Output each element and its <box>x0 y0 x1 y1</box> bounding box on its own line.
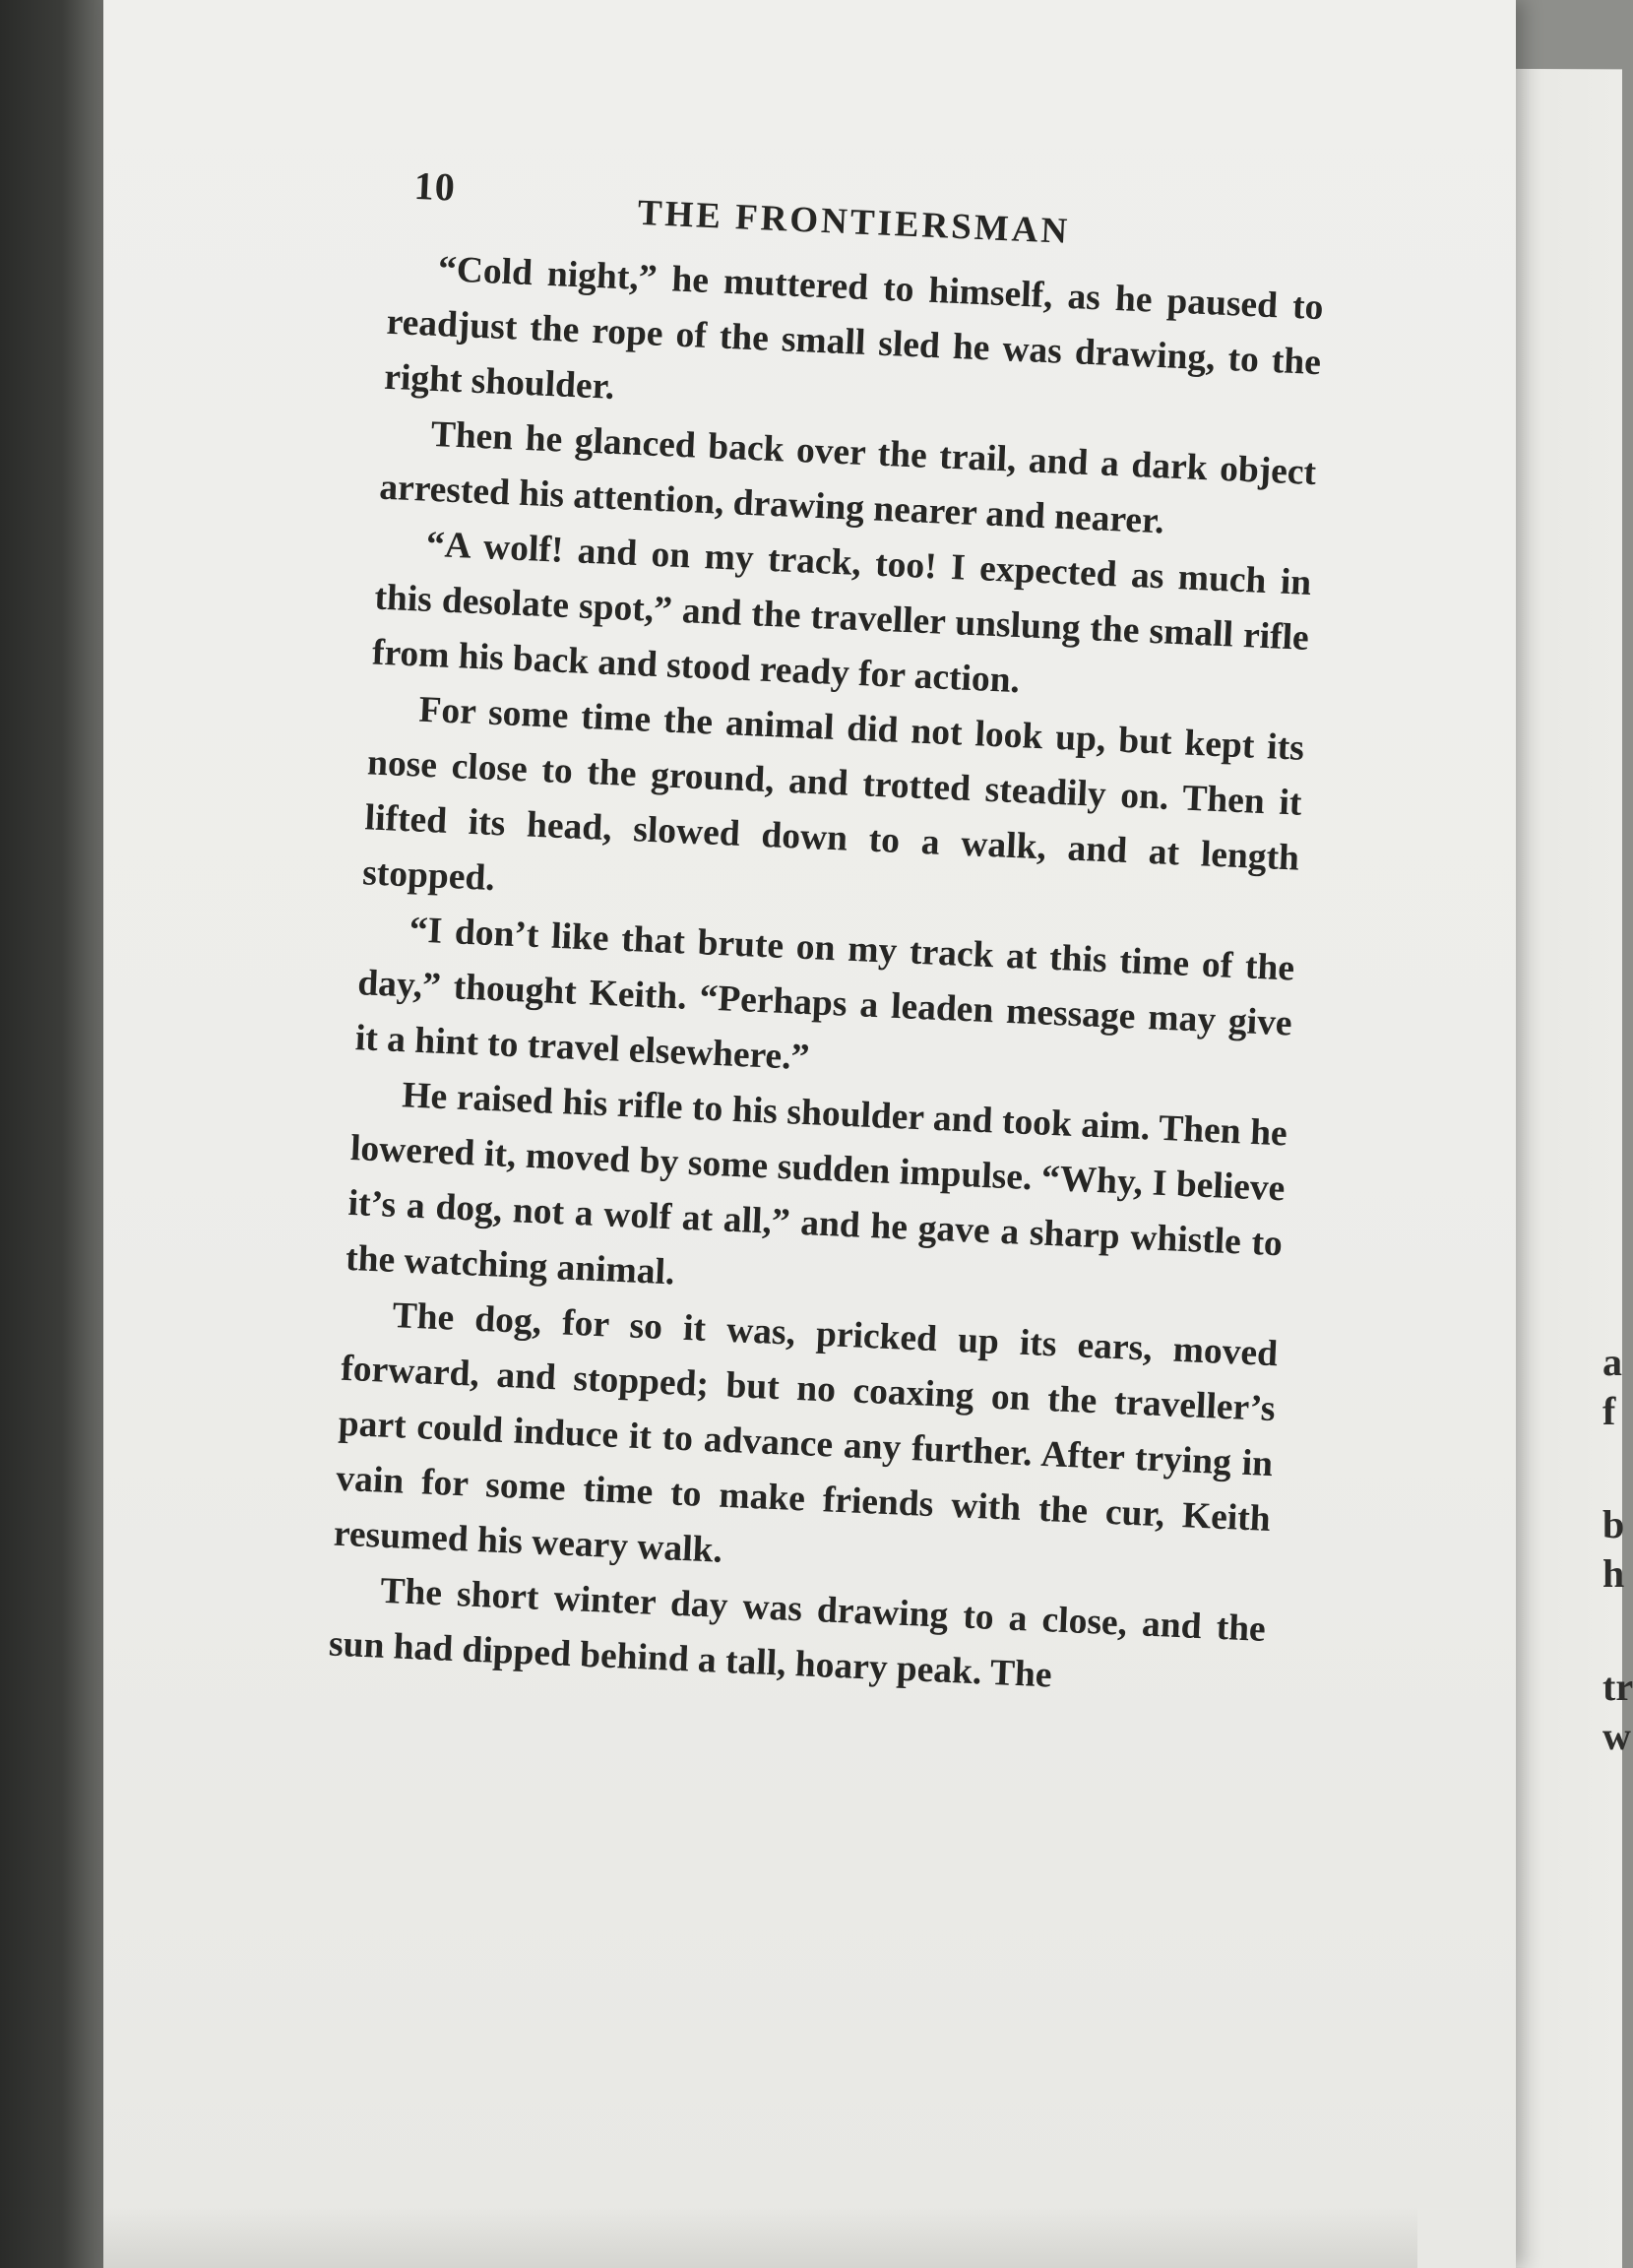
paragraph: The short winter day was drawing to a close, and the sun had dipped behind a tall, hoary peak. The <box>328 1570 1267 1696</box>
facing-page-fragment: tr <box>1602 1665 1633 1709</box>
facing-page-fragment: f <box>1602 1389 1616 1433</box>
facing-page-fragment: a <box>1602 1340 1622 1384</box>
facing-page-fragment: w <box>1602 1714 1631 1758</box>
paragraph: “A wolf! and on my track, too! I expected as much in this desolate spot,” and the traveller unslung the small rifle from his back and stood ready for action. <box>371 524 1313 702</box>
paragraph: For some time the animal did not look up, but kept its nose close to the ground, and trotted steadily on. Then it lifted its head, slowed down to a walk, and at length stopped. <box>361 689 1305 900</box>
page-number: 10 <box>412 162 457 210</box>
paragraph: He raised his rifle to his shoulder and took aim. Then he lowered it, moved by some sudden impulse. “Why, I believe it’s a dog, not a wolf at all,” and he gave a sharp whistle to the watching animal. <box>345 1075 1288 1293</box>
page-text-block <box>239 158 1338 1713</box>
running-head: THE FRONTIERSMAN <box>636 192 1071 252</box>
paragraph: “I don’t like that brute on my track at this time of the day,” thought Keith. “Perhaps a leaden message may give it a hint to travel elsewhere.” <box>354 910 1295 1079</box>
book-spine-edge <box>0 0 103 2268</box>
paragraph: “Cold night,” he muttered to himself, as he paused to readjust the rope of the small sled he was drawing, to the right shoulder. <box>383 249 1325 408</box>
paragraph: The dog, for so it was, pricked up its ears, moved forward, and stopped; but no coaxing on the traveller’s part could induce it to advance any further. After trying in vain for some time to make friends with the cur, Keith resumed his weary walk. <box>333 1295 1279 1571</box>
paragraph: Then he glanced back over the trail, and a dark object arrested his attention, drawing nearer and nearer. <box>378 413 1317 542</box>
facing-page-fragment: b <box>1602 1502 1625 1546</box>
page-bottom-shade <box>103 2205 1417 2268</box>
facing-page-fragment: h <box>1602 1551 1625 1596</box>
